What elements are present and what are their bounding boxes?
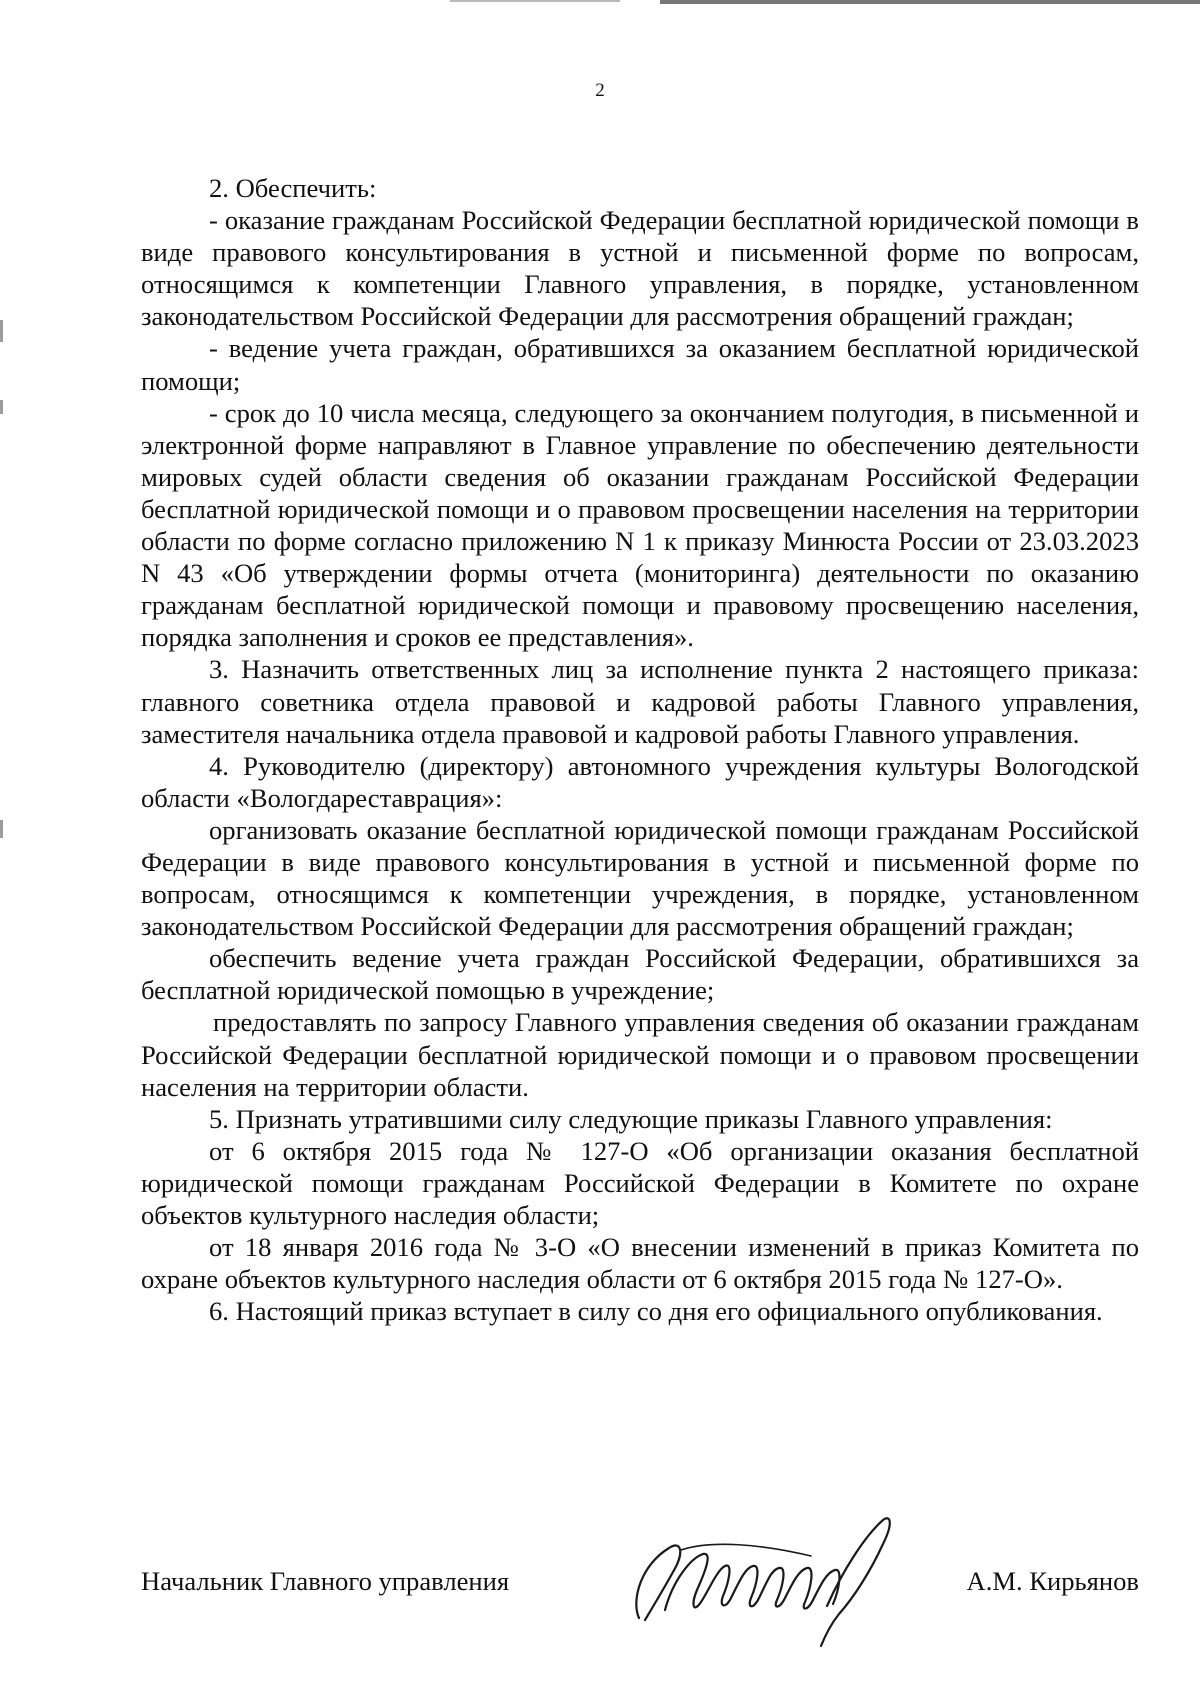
signature-block [141,1545,1139,1695]
paragraph-organize-help: организовать оказание бесплатной юридической помощи гражданам Российской Федерации в виде правового консультирования в устной и письменной форме по вопросам, относящимся к компетенции учреждения, в порядке, установленном законодательством Российской Федерации для рассмотрения обращений граждан; [141,814,1139,942]
paragraph-repealed-order-1: от 6 октября 2015 года № 127-О «Об организации оказания бесплатной юридической помощи гражданам Российской Федерации в Комитете по охране объектов культурного наследия области; [141,1135,1139,1230]
paragraph-reporting-deadline: - срок до 10 числа месяца, следующего за окончанием полугодия, в письменной и электронной форме направляют в Главное управление по обеспечению деятельности мировых судей области сведения об оказании гражданам Российской Федерации бесплатной юридической помощи и о правовом просвещении населения на территории области по форме согласно приложению N 1 к приказу Минюста России от 23.03.2023 N 43 «Об утверждении формы отчета (мониторинга) деятельности по оказанию гражданам бесплатной юридической помощи и правовому просвещению населения, порядка заполнения и сроков ее представления». [141,397,1139,653]
scan-mark-left [0,400,3,414]
paragraph-section-2-heading: 2. Обеспечить: [209,173,377,203]
paragraph-section-4: 4. Руководителю (директору) автономного учреждения культуры Вологодской области «Вологдареставрация»: [141,750,1139,813]
paragraph-section-5: 5. Признать утратившими силу следующие приказы Главного управления: [209,1103,1053,1134]
signer-title: Начальник Главного управления [141,1566,510,1596]
page-number: 2 [595,80,605,101]
paragraph-record-keeping: - ведение учета граждан, обратившихся за оказанием бесплатной юридической помощи; [141,333,1139,396]
paragraph-provide-info: предоставлять по запросу Главного управления сведения об оказании гражданам Российской Федерации бесплатной юридической помощи и о правовом просвещении населения на территории области. [141,1007,1139,1102]
document-body [141,172,1139,1327]
paragraph-section-3: 3. Назначить ответственных лиц за исполнение пункта 2 настоящего приказа: главного советника отдела правовой и кадровой работы Главного управления, заместителя начальника отдела правовой и кадровой работы Главного управления. [141,654,1139,749]
paragraph-section-6: 6. Настоящий приказ вступает в силу со дня его официального опубликования. [209,1296,1103,1327]
signer-name: А.М. Кирьянов [966,1566,1139,1596]
paragraph-ensure-records: обеспечить ведение учета граждан Российской Федерации, обратившихся за бесплатной юридической помощью в учреждение; [141,943,1139,1006]
handwritten-signature [621,1510,901,1650]
paragraph-provide-legal-help: - оказание гражданам Российской Федерации бесплатной юридической помощи в виде правового консультирования в устной и письменной форме по вопросам, относящимся к компетенции Главного управления, в порядке, установленном законодательством Российской Федерации для рассмотрения обращений граждан; [141,205,1139,332]
paragraph-repealed-order-2: от 18 января 2016 года № 3-О «О внесении изменений в приказ Комитета по охране объектов культурного наследия области от 6 октября 2015 года № 127-О». [141,1232,1139,1295]
scan-edge-top [660,0,1200,4]
scan-edge-top-secondary [450,0,620,2]
scan-mark-left [0,820,3,838]
scan-mark-left [0,320,3,342]
